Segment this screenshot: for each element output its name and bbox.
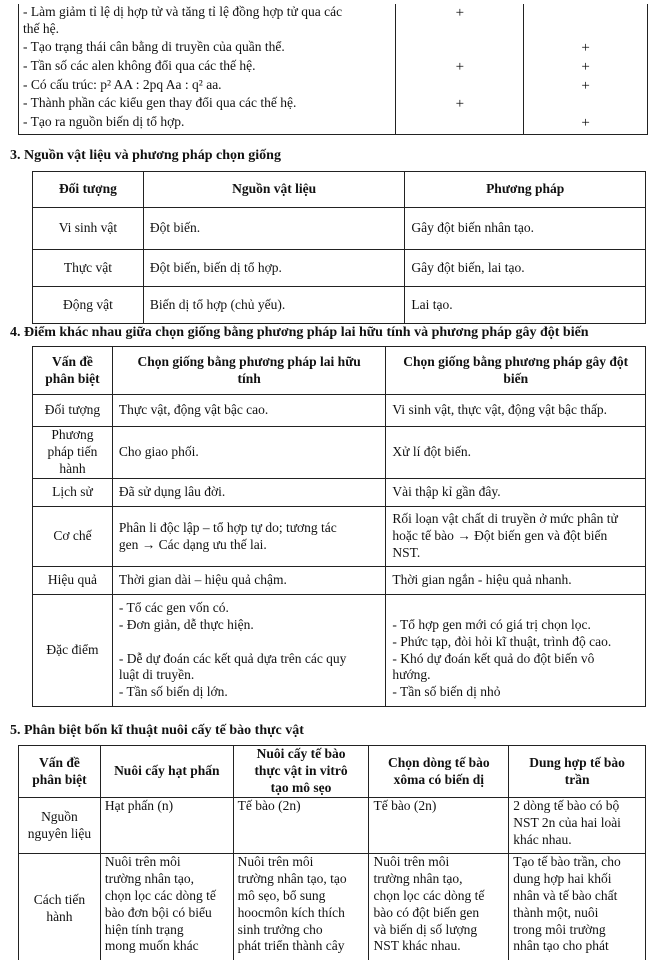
table-row [19,854,646,960]
criterion-line: Cách tiến [33,891,86,907]
mutation-method-cell [386,395,646,427]
criterion-cell [33,567,113,595]
cell-line: NST 2n của hai loài [513,814,621,830]
technique-cell [100,798,233,854]
table-row [33,250,646,287]
table-4-header [33,347,113,395]
technique-cell [100,854,233,960]
table-1 [18,4,648,135]
criterion-line: nguyên liệu [27,825,92,841]
method-cell: Gây đột biến, lai tạo. [405,250,646,287]
header-line: trần [564,771,590,787]
criterion-line: Đặc điểm [46,642,99,658]
criterion-cell [19,854,101,960]
cell-line: hiện tính trạng [104,921,184,937]
cell-line: Tạo tế bào trần, cho [513,854,621,869]
statement-line: - Làm giảm tỉ lệ dị hợp tử và tăng tỉ lệ đồng hợp tử qua các [23,4,343,19]
cell-line: Cho giao phối. [118,444,199,460]
statement-cell [19,39,396,58]
technique-cell [233,854,369,960]
table-row [33,479,646,507]
cell-line [119,634,380,651]
statement-cell [19,77,396,96]
statement-line: - Có cấu trúc: p² AA : 2pq Aa : q² aa. [23,76,222,92]
table-row [33,395,646,427]
cell-line: bào có đột biến gen [373,904,480,920]
header-line: Chọn giống bằng phương pháp lai hữu [137,353,361,369]
hybrid-method-cell [112,567,386,595]
technique-cell [369,798,509,854]
cell-line: Vi sinh vật, thực vật, động vật bậc thấp. [392,402,608,418]
statement-line: - Thành phần các kiểu gen thay đổi qua các thế hệ. [23,95,297,111]
criterion-cell [33,395,113,427]
mark-cell: + [524,58,648,77]
table-row [19,114,648,134]
table-4-header [112,347,386,395]
table-4-header [386,347,646,395]
technique-cell [233,798,369,854]
header-line: thực vật in vitrô [254,763,348,779]
technique-cell [509,798,646,854]
criterion-line: Phương [51,427,94,443]
header-line: Dung hợp tế bào [529,754,625,770]
header-line: Vấn đề [39,754,80,770]
cell-line: Đã sử dụng lâu đời. [118,484,226,500]
cell-line: - Tổ các gen vốn có. [118,599,229,615]
cell-line: Tế bào (2n) [237,798,301,813]
cell-line: mô sẹo, bổ sung [237,887,326,903]
criterion-line: Cơ chế [53,528,92,544]
table-3-header: Phương pháp [405,172,646,208]
cell-line: bào đơn bội có biểu [104,904,212,920]
criterion-cell [33,479,113,507]
table-row [19,95,648,114]
table-row [33,567,646,595]
criterion-line: pháp tiến [47,444,98,460]
header-line: Chọn giống bằng phương pháp gây đột [403,353,629,369]
cell-line: luật di truyền. [118,667,195,683]
header-line: Nuôi cấy tế bào [256,746,346,762]
cell-line: và biến dị số lượng [373,921,478,937]
material-cell: Đột biến. [143,208,405,250]
header-line: tạo mô sẹo [270,779,332,795]
table-row [33,427,646,479]
cell-line: Xử lí đột biến. [392,444,471,460]
cell-line: thành một, nuôi [513,904,599,920]
statement-line: - Tần số các alen không đổi qua các thế hệ. [23,57,256,73]
header-line: Vấn đề [52,353,93,369]
cell-line: - Tần số biến dị nhỏ [392,684,501,700]
cell-line: mong muốn khác [104,938,199,954]
criterion-line: Đối tượng [44,402,101,418]
table-row [19,4,648,39]
subject-cell: Vi sinh vật [33,208,144,250]
table-3-header: Đối tượng [33,172,144,208]
criterion-cell [33,507,113,567]
cell-line: - Đơn giản, dễ thực hiện. [118,616,254,632]
header-line: Nuôi cấy hạt phấn [114,763,220,779]
table-row [19,39,648,58]
method-cell: Gây đột biến nhân tạo. [405,208,646,250]
mark-cell: + [524,39,648,58]
method-cell: Lai tạo. [405,287,646,324]
header-line: biến [503,370,529,386]
material-cell: Biến dị tổ hợp (chủ yếu). [143,287,405,324]
cell-line: - Tổ hợp gen mới có giá trị chọn lọc. [392,616,591,632]
cell-line: trường nhân tạo, [373,870,463,886]
criterion-cell [33,427,113,479]
subject-cell: Động vật [33,287,144,324]
table-5-header [100,746,233,798]
mutation-method-cell [386,595,646,707]
cell-line: phát triển thành cây [237,938,345,954]
cell-line: Thực vật, động vật bậc cao. [118,402,269,418]
mark-cell: + [524,114,648,134]
header-line: xôma có biến dị [393,771,485,787]
hybrid-method-cell [112,427,386,479]
cell-line: Tế bào (2n) [373,798,437,813]
criterion-cell [33,595,113,707]
material-cell: Đột biến, biến dị tổ hợp. [143,250,405,287]
cell-line: Phân li độc lập – tổ hợp tự do; tương tác [118,519,337,535]
criterion-line: Nguồn [41,808,78,824]
technique-cell [509,854,646,960]
section-5-title: 5. Phân biệt bốn kĩ thuật nuôi cấy tế bào thực vật [10,723,304,738]
statement-line: thế hệ. [23,20,59,36]
statement-line: - Tạo trạng thái cân bằng di truyền của quần thể. [23,39,285,54]
mark-cell: + [396,95,524,114]
cell-line: nhân và tế bào chất [513,887,618,903]
hybrid-method-cell [112,507,386,567]
cell-line: Thời gian dài – hiệu quả chậm. [118,572,287,588]
cell-line: hoocmôn kích thích [237,904,345,920]
table-3-header: Nguồn vật liệu [143,172,405,208]
cell-line: Nuôi trên môi [237,854,314,869]
table-row [19,798,646,854]
hybrid-method-cell [112,395,386,427]
statement-line: - Tạo ra nguồn biến dị tổ hợp. [23,114,185,129]
header-line: phân biệt [45,370,100,386]
header-line: phân biệt [32,771,87,787]
mutation-method-cell [386,479,646,507]
table-5-header [19,746,101,798]
table-3 [32,171,646,324]
criterion-cell [19,798,101,854]
statement-cell [19,58,396,77]
table-5-header [369,746,509,798]
statement-cell [19,114,396,134]
cell-line: Rối loạn vật chất di truyền ở mức phân tử [392,511,618,527]
cell-line: chọn lọc các dòng tế [373,887,485,903]
statement-cell [19,4,396,39]
cell-line: trong môi trường [513,921,606,937]
statement-cell [19,95,396,114]
table-row [33,507,646,567]
hybrid-method-cell [112,479,386,507]
cell-line: NST khác nhau. [373,938,461,954]
criterion-line: hành [59,460,86,476]
mark-cell [396,39,524,58]
cell-line: 2 dòng tế bào có bộ [513,798,620,813]
cell-line [392,600,639,617]
mark-cell: + [396,58,524,77]
hybrid-method-cell [112,595,386,707]
cell-line: Thời gian ngắn - hiệu quả nhanh. [392,572,572,588]
cell-line: - Tần số biến dị lớn. [118,684,228,700]
cell-line: Hạt phấn (n) [104,798,174,813]
cell-line: Nuôi trên môi [104,854,181,869]
section-3-title: 3. Nguồn vật liệu và phương pháp chọn giống [10,148,281,163]
cell-line: nhân tạo cho phát [513,938,609,954]
mark-cell [396,77,524,96]
table-row [33,287,646,324]
cell-line: dung hợp hai khối [513,870,612,886]
mutation-method-cell [386,427,646,479]
mark-cell [524,95,648,114]
mark-cell: + [524,77,648,96]
criterion-line: Hiệu quả [47,572,97,588]
subject-cell: Thực vật [33,250,144,287]
cell-line: khác nhau. [513,831,572,847]
cell-line: - Phức tạp, đòi hỏi kĩ thuật, trình độ cao. [392,633,612,649]
cell-line: NST. [392,544,421,560]
table-5-header [233,746,369,798]
table-row [19,58,648,77]
cell-line: trường nhân tạo, tạo [237,870,347,886]
cell-line: gen → Các dạng ưu thế lai. [118,536,267,552]
criterion-line: hành [46,908,73,924]
mark-cell [396,114,524,134]
technique-cell [369,854,509,960]
table-row [33,208,646,250]
table-5-header [509,746,646,798]
cell-line: trường nhân tạo, [104,870,194,886]
mark-cell: + [396,4,524,39]
cell-line: chọn lọc các dòng tế [104,887,216,903]
cell-line: sinh trưởng cho [237,921,323,937]
cell-line: Nuôi trên môi [373,854,450,869]
mark-cell [524,4,648,39]
table-row [19,77,648,96]
header-line: Chọn dòng tế bào [388,754,490,770]
mutation-method-cell [386,507,646,567]
section-4-title: 4. Điểm khác nhau giữa chọn giống bằng phương pháp lai hữu tính và phương pháp gây đột biến [10,325,589,340]
cell-line: - Dễ dự đoán các kết quả dựa trên các quy [118,650,347,666]
cell-line: - Khó dự đoán kết quả do đột biến vô [392,650,595,666]
mutation-method-cell [386,567,646,595]
cell-line: Vài thập kỉ gần đây. [392,484,501,500]
table-5 [18,745,646,960]
cell-line: hướng. [392,667,431,683]
table-4 [32,346,646,707]
header-line: tính [237,370,261,386]
criterion-line: Lịch sử [52,484,93,500]
cell-line: hoặc tế bào → Đột biến gen và đột biến [392,528,608,544]
table-row [33,595,646,707]
